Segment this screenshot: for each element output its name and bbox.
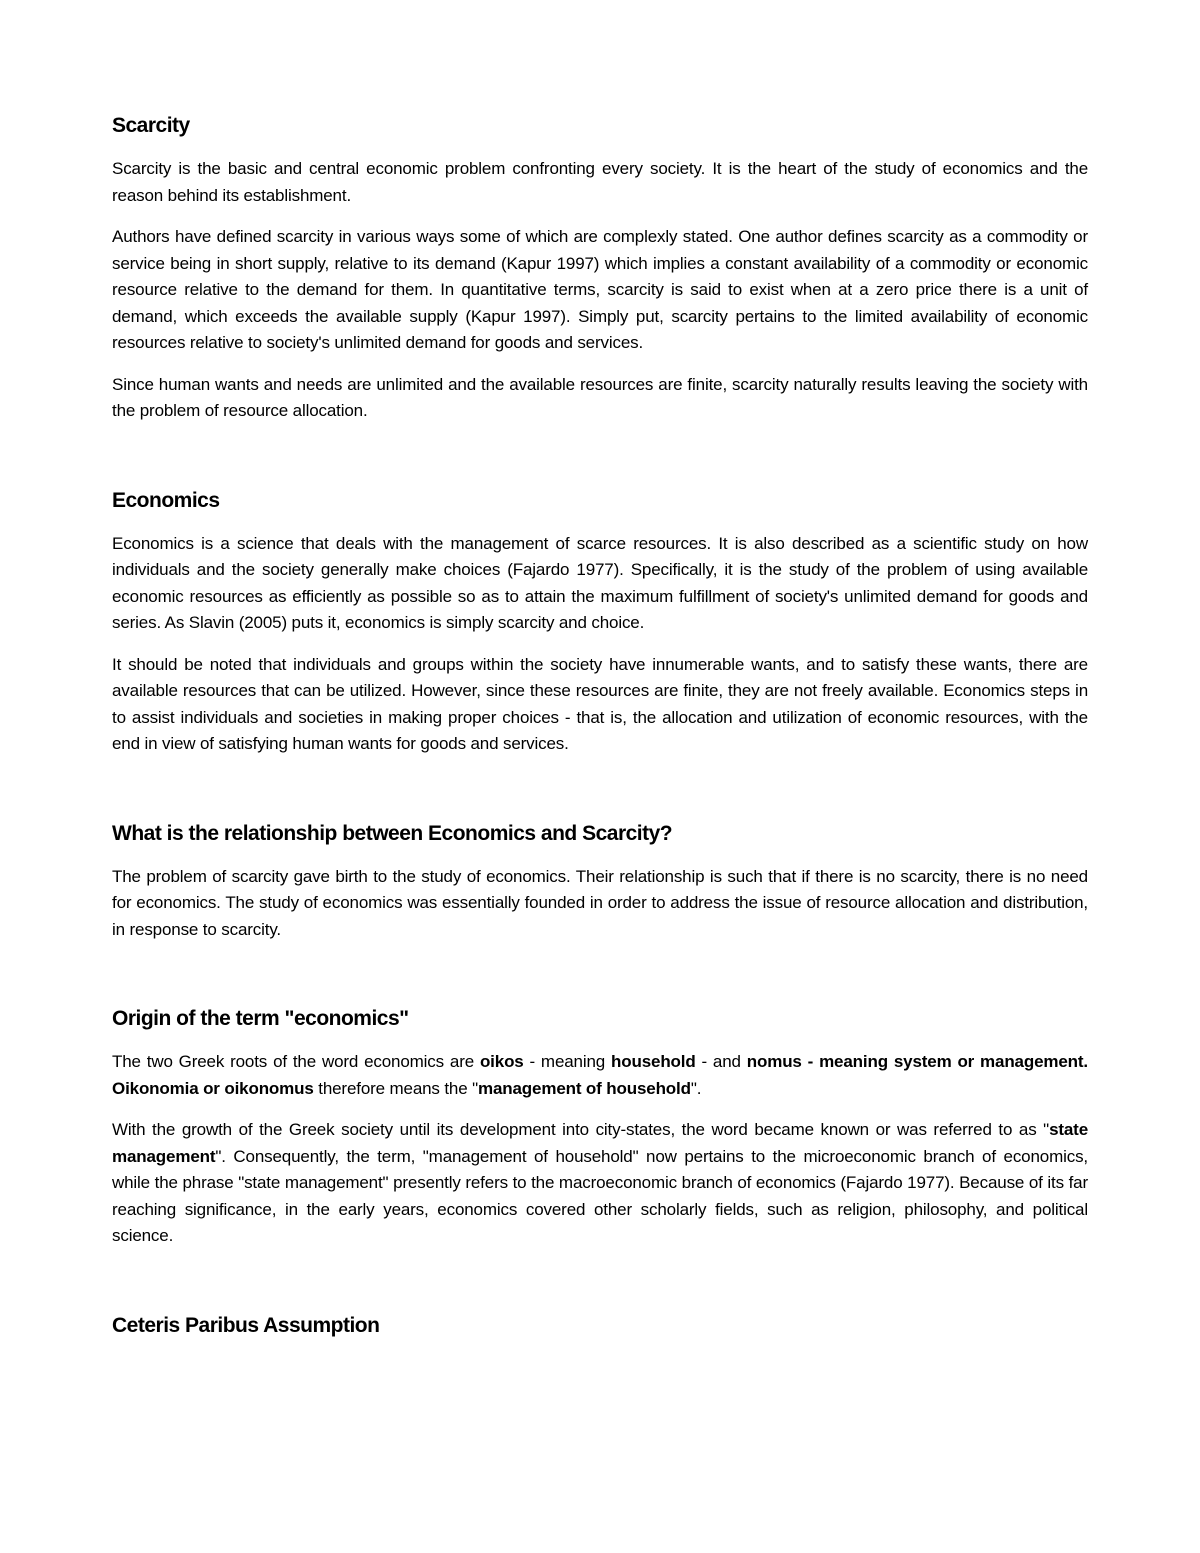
section-economics [112,483,1088,758]
section-origin [112,1001,1088,1250]
section-scarcity [112,108,1088,425]
section-relationship [112,816,1088,944]
paragraph: The problem of scarcity gave birth to the study of economics. Their relationship is such that if there is no scarcity, there is no need for economics. The study of economics was essentially founded in order to address the issue of resource allocation and distribution, in response to scarcity. [112,866,1088,939]
paragraph: Scarcity is the basic and central economic problem confronting every society. It is the heart of the study of economics and the reason behind its establishment. [112,159,1088,205]
paragraph: Since human wants and needs are unlimited and the available resources are finite, scarcity naturally results leaving the society with the problem of resource allocation. [112,374,1088,420]
paragraph: It should be noted that individuals and groups within the society have innumerable wants, and to satisfy these wants, there are available resources that can be utilized. However, since these resources are finite, they are not freely available. Economics steps in to assist individuals and societies in making proper choices - that is, the allocation and utilization of economic resources, with the end in view of satisfying human wants for goods and services. [112,654,1088,753]
heading-ceteris-paribus: Ceteris Paribus Assumption [112,1313,380,1337]
section-ceteris-paribus [112,1308,1088,1344]
heading-origin: Origin of the term "economics" [112,1007,409,1030]
heading-economics: Economics [112,488,220,512]
heading-scarcity: Scarcity [112,114,190,137]
paragraph: Authors have defined scarcity in various ways some of which are complexly stated. One author defines scarcity as a commodity or service being in short supply, relative to its demand (Kapur 1997) which implies a constant availability of a commodity or economic resource relative to the demand for them. In quantitative terms, scarcity is said to exist when at a zero price there is a unit of demand, which exceeds the available supply (Kapur 1997). Simply put, scarcity pertains to the limited availability of economic resources relative to society's unlimited demand for goods and services. [112,227,1088,352]
paragraph: Economics is a science that deals with the management of scarce resources. It is also described as a scientific study on how individuals and the society generally make choices (Fajardo 1977). Specifically, it is the study of the problem of using available economic resources as efficiently as possible so as to attain the maximum fulfillment of society's unlimited demand for goods and series. As Slavin (2005) puts it, economics is simply scarcity and choice. [112,533,1088,632]
paragraph: The two Greek roots of the word economics are oikos - meaning household - and nomus - meaning system or management. Oikonomia or oikonomus therefore means the "management of household". [112,1052,1088,1098]
heading-relationship: What is the relationship between Economics and Scarcity? [112,821,673,845]
document-page [112,108,1088,1356]
paragraph: With the growth of the Greek society until its development into city-states, the word became known or was referred to as "state management". Consequently, the term, "management of household" now pertains to the microeconomic branch of economics, while the phrase "state management" presently refers to the macroeconomic branch of economics (Fajardo 1977). Because of its far reaching significance, in the early years, economics covered other scholarly fields, such as religion, philosophy, and political science. [112,1120,1088,1245]
